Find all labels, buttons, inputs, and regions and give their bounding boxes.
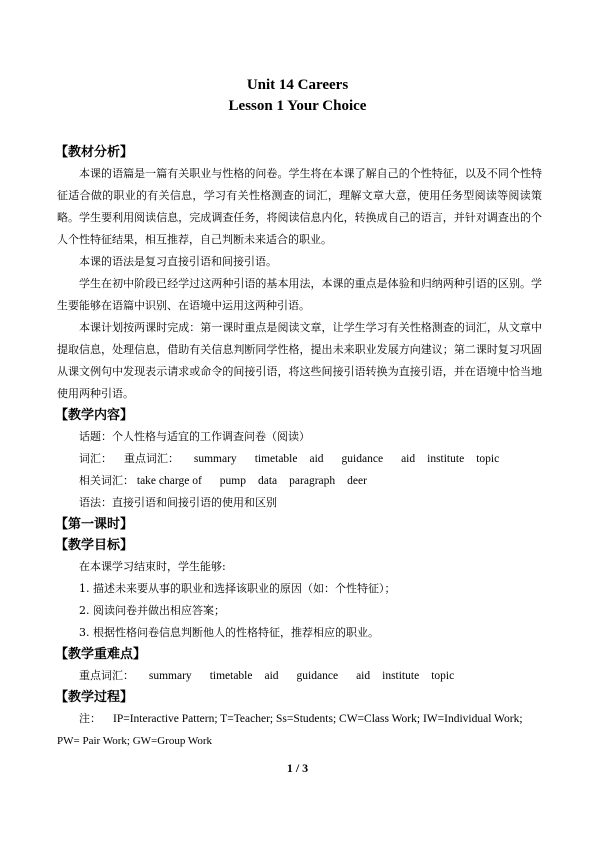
content-topic: 话题：个人性格与适宜的工作调查问卷（阅读）	[79, 430, 310, 443]
related-word: data	[258, 475, 278, 487]
objective-item-2: 2. 阅读问卷并做出相应答案；	[79, 604, 225, 617]
analysis-paragraph-1: 本课的语篇是一篇有关职业与性格的问卷。学生将在本课了解自己的个性特征，以及不同个性特征适合做的职业的有关信息，学习有关性格测查的词汇，理解文章大意，使用任务型阅读等阅读策略。学生要利用阅读信息，完成调查任务，将阅读信息内化，转换成自己的语言，并针对调查出的个人个性特征结果，相互推荐，自己判断未来适合的职业。	[57, 167, 542, 246]
related-vocab-label: 相关词汇：	[79, 474, 134, 487]
key-word: timetable	[254, 453, 298, 465]
analysis-paragraph-4: 本课计划按两课时完成：第一课时重点是阅读文章，让学生学习有关性格测查的词汇，从文章中提取信息，处理信息，借助有关信息判断同学性格，提出未来职业发展方向建议；第二课时复习巩固从课文例句中发现表示请求或命令的间接引语，将这些间接引语转换为直接引语，并在语境中恰当地使用两种引语。	[57, 321, 542, 400]
objectives-intro: 在本课学习结束时，学生能够:	[79, 560, 226, 573]
unit-title: Unit 14 Careers	[246, 77, 349, 93]
key-word: topic	[476, 453, 500, 465]
document-body	[57, 142, 542, 752]
analysis-paragraph-3: 学生在初中阶段已经学过这两种引语的基本用法，本课的重点是体验和归纳两种引语的区别。学生要能够在语篇中识别、在语境中运用这两种引语。	[57, 277, 542, 312]
process-note	[57, 708, 542, 730]
key-word: institute	[382, 670, 420, 682]
content-grammar: 语法：直接引语和间接引语的使用和区别	[79, 496, 277, 509]
content-vocabulary	[57, 448, 542, 470]
vocab-label: 词汇：	[79, 452, 112, 465]
process-note-continued: PW= Pair Work; GW=Group Work	[57, 735, 213, 747]
key-word: timetable	[209, 670, 253, 682]
key-word: summary	[193, 453, 237, 465]
key-word: guidance	[296, 670, 339, 682]
related-word-list	[134, 475, 367, 487]
lesson-title: Lesson 1 Your Choice	[228, 98, 367, 114]
key-vocab-label: 重点词汇：	[79, 669, 134, 682]
heading-key-difficult-points: 【教学重难点】	[55, 647, 147, 662]
key-word: aid	[401, 453, 416, 465]
related-word: pump	[219, 475, 246, 487]
key-word-list	[191, 453, 499, 465]
note-text: IP=Interactive Pattern; T=Teacher; Ss=Students; CW=Class Work; IW=Individual Work;	[113, 713, 523, 725]
key-word: summary	[148, 670, 192, 682]
key-word: guidance	[341, 453, 384, 465]
key-word: aid	[264, 670, 279, 682]
related-word: take charge of	[136, 475, 202, 487]
content-related-vocabulary	[57, 470, 542, 492]
key-word: aid	[309, 453, 324, 465]
heading-teaching-objectives: 【教学目标】	[55, 538, 134, 553]
heading-teaching-process: 【教学过程】	[55, 690, 134, 705]
key-word-list	[146, 670, 454, 682]
note-label: 注：	[79, 712, 101, 725]
analysis-paragraph-2: 本课的语法是复习直接引语和间接引语。	[79, 255, 277, 268]
key-vocab-label: 重点词汇：	[124, 452, 179, 465]
objective-item-3: 3. 根据性格问卷信息判断他人的性格特征，推荐相应的职业。	[79, 626, 379, 639]
heading-material-analysis: 【教材分析】	[55, 145, 134, 160]
key-word: topic	[431, 670, 455, 682]
heading-teaching-content: 【教学内容】	[55, 408, 134, 423]
related-word: paragraph	[289, 475, 336, 487]
related-word: deer	[347, 475, 367, 487]
page-number: 1 / 3	[286, 761, 309, 775]
key-word: aid	[356, 670, 371, 682]
heading-first-lesson: 【第一课时】	[55, 517, 134, 532]
key-word: institute	[427, 453, 465, 465]
objective-item-1: 1. 描述未来要从事的职业和选择该职业的原因（如：个性特征）；	[79, 582, 396, 595]
key-points-vocabulary	[57, 665, 542, 687]
